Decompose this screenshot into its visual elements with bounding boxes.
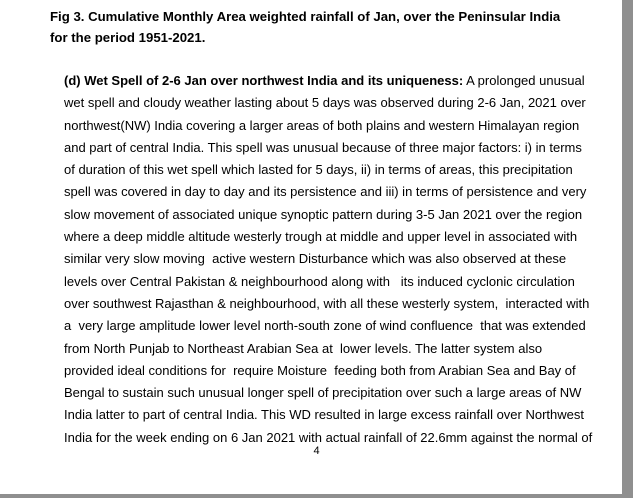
paragraph-line: wet spell and cloudy weather lasting about 5 days was observed during 2-6 Jan, 2021 over [64,95,586,111]
paragraph-line: India latter to part of central India. This WD resulted in large excess rainfall over Northwest [64,407,584,423]
section-heading: (d) Wet Spell of 2-6 Jan over northwest India and its uniqueness: [64,73,464,88]
figure-caption [50,6,590,48]
paragraph-line: northwest(NW) India covering a larger areas of both plains and western Himalayan region [64,117,580,133]
paragraph-line-1-text: A prolonged unusual [463,73,585,88]
paragraph-line: of duration of this wet spell which lasted for 5 days, ii) in terms of areas, this precipitation [64,162,573,178]
paragraph-line: similar very slow moving active western Disturbance which was also observed at these [64,251,567,267]
paragraph-line: a very large amplitude lower level north-south zone of wind confluence that was extended [64,318,586,334]
viewer-background-bottom [0,494,633,498]
wet-spell-paragraph [64,70,604,449]
paragraph-line: where a deep middle altitude westerly trough at middle and upper level in associated with [64,229,578,245]
paragraph-line: provided ideal conditions for require Moisture feeding both from Arabian Sea and Bay of [64,362,576,378]
paragraph-line: spell was covered in day to day and its persistence and iii) in terms of persistence and very [64,184,587,200]
paragraph-line: Bengal to sustain such unusual longer spell of precipitation over such a large areas of NW [64,385,582,401]
paragraph-line: over southwest Rajasthan & neighbourhood, with all these westerly system, interacted with [64,295,590,311]
paragraph-line-1 [64,70,604,92]
viewer-background-right [622,0,633,498]
paragraph-line: slow movement of associated unique synoptic pattern during 3-5 Jan 2021 over the region [64,206,583,222]
page-number: 4 [313,445,320,457]
paragraph-line: and part of central India. This spell was unusual because of three major factors: i) in terms [64,139,582,155]
paragraph-line: levels over Central Pakistan & neighbourhood along with its induced cyclonic circulation [64,273,575,289]
figure-caption-line-2: for the period 1951-2021. [50,30,206,45]
figure-caption-line-1: Fig 3. Cumulative Monthly Area weighted rainfall of Jan, over the Peninsular India [50,9,561,24]
paragraph-line: from North Punjab to Northeast Arabian Sea at lower levels. The latter system also [64,340,543,356]
paragraph-line: India for the week ending on 6 Jan 2021 with actual rainfall of 22.6mm against the normal of [64,429,593,445]
